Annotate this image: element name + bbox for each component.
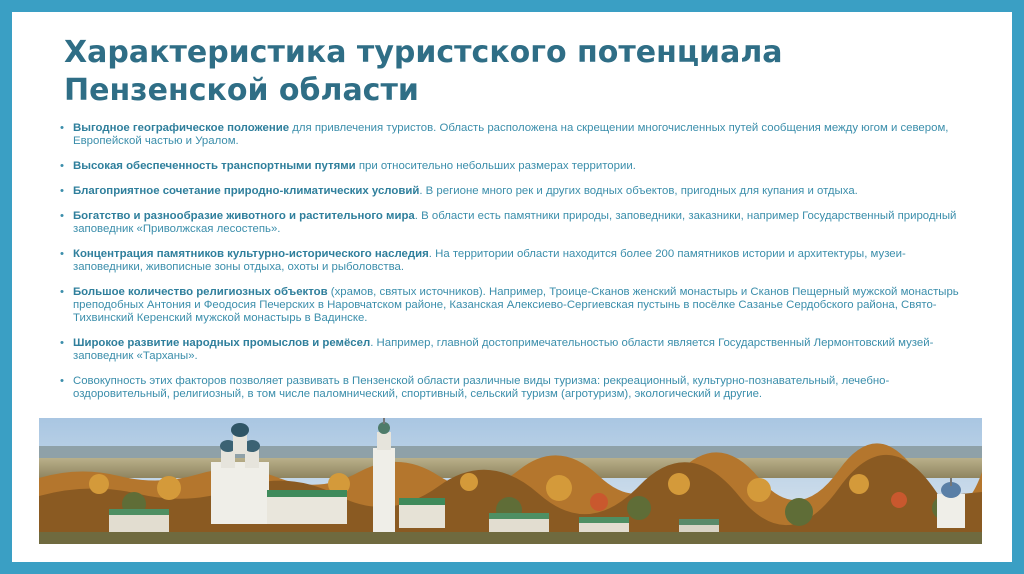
- bullet-dot: •: [60, 375, 64, 387]
- slide: [12, 12, 1012, 562]
- bullet-text: . В регионе много рек и других водных объектов, пригодных для купания и отдыха.: [419, 185, 858, 197]
- bullet-bold: Выгодное географическое положение: [73, 122, 290, 134]
- bullet-item: [60, 122, 960, 148]
- landscape-photo: [39, 418, 982, 544]
- bullet-item: [60, 248, 960, 274]
- bullet-item: [60, 286, 960, 325]
- bullet-text: (храмов, святых источников). Например, Троице-Сканов женский монастырь и Сканов Пещерный мужской монастырь преподобных Антония и Феодосия Печерских в Наровчатском районе, Казанская Алексиево-Сергиевская пустынь в посёлке Сазанье Сердобского района, Свято-Тихвинский Керенский мужской монастырь в Вадинске.: [73, 286, 959, 324]
- bullet-dot: •: [60, 248, 64, 260]
- bullet-item: [60, 160, 960, 173]
- title-line-1: Характеристика туристского потенциала: [64, 35, 783, 70]
- bullet-item: [60, 375, 960, 401]
- bullet-bold: Благоприятное сочетание природно-климатических условий: [73, 185, 420, 197]
- bullet-bold: Широкое развитие народных промыслов и ремёсел: [73, 337, 371, 349]
- bullet-item: [60, 210, 960, 236]
- bullet-text: . На территории области находится более 200 памятников истории и архитектуры, музеи-заповедники, живописные зоны отдыха, охоты и рыболовства.: [73, 248, 906, 273]
- bullet-text: для привлечения туристов. Область расположена на скрещении многочисленных путей сообщения между югом и севером, Европейской частью и Уралом.: [73, 122, 949, 147]
- bullet-bold: Богатство и разнообразие животного и растительного мира: [73, 210, 415, 222]
- bullet-text: . Например, главной достопримечательностью области является Государственный Лермонтовский музей-заповедник «Тарханы».: [73, 337, 934, 362]
- bullet-bold: Высокая обеспеченность транспортными путями: [73, 160, 356, 172]
- slide-title: [64, 34, 964, 110]
- bullet-dot: •: [60, 185, 64, 197]
- title-line-2: Пензенской области: [64, 73, 419, 108]
- bullet-dot: •: [60, 210, 64, 222]
- bullet-dot: •: [60, 122, 64, 134]
- bullet-item: [60, 185, 960, 198]
- bullet-dot: •: [60, 160, 64, 172]
- bullet-text: . В области есть памятники природы, заповедники, заказники, например Государственный природный заповедник «Приволжская лесостепь».: [73, 210, 957, 235]
- bullet-text: Совокупность этих факторов позволяет развивать в Пензенской области различные виды туризма: рекреационный, культурно-познавательный, лечебно-оздоровительный, религиозный, в том числе паломнический, спортивный, сельский туризм (агротуризм), экологический и другие.: [73, 375, 890, 400]
- bullet-dot: •: [60, 286, 64, 298]
- bullet-dot: •: [60, 337, 64, 349]
- bullet-bold: Концентрация памятников культурно-исторического наследия: [73, 248, 429, 260]
- bullet-bold: Большое количество религиозных объектов: [73, 286, 328, 298]
- bullet-list: [60, 122, 960, 413]
- bullet-item: [60, 337, 960, 363]
- bullet-text: при относительно небольших размерах территории.: [355, 160, 636, 172]
